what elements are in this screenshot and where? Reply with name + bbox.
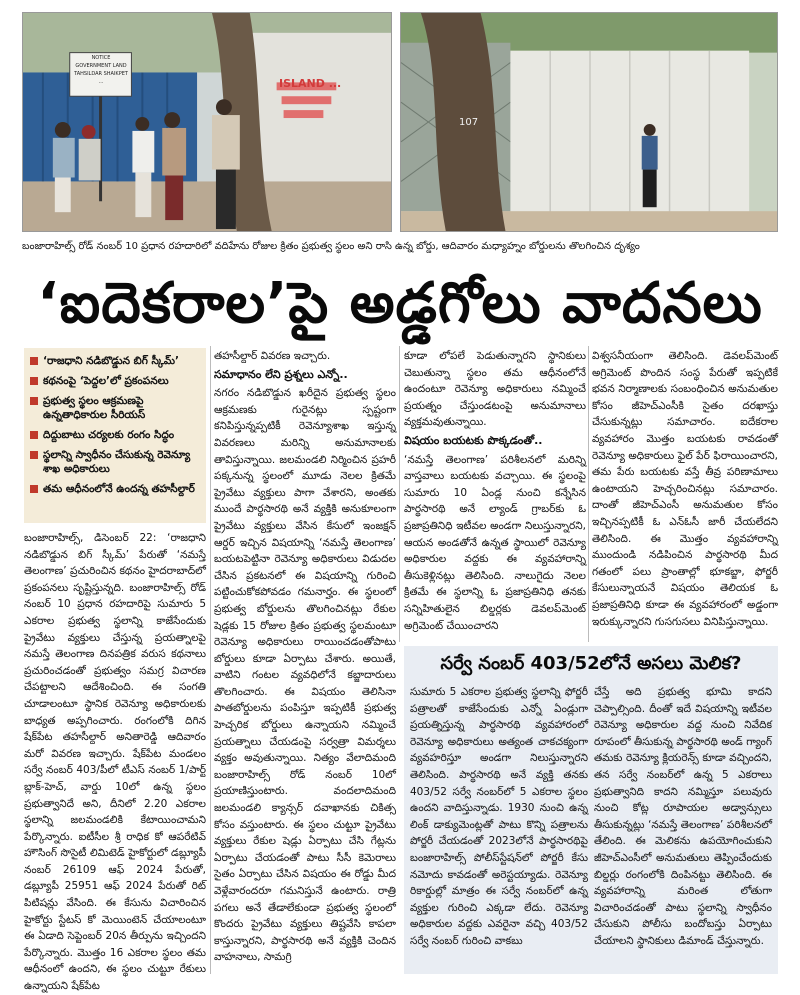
highlight-item — [30, 354, 200, 368]
article-paragraph: విశ్వసనీయంగా తెలిసింది. డెవలప్‌మెంట్ అగ్రిమెంట్ పొందిన సంస్థ పేరుతో ఇప్పటికే భవన నిర్మాణాలకు సంబంధించిన అనుమతుల కోసం జీహెచ్‌ఎంసీకి సైతం దరఖాస్తు చేసుకున్నట్లు సమాచారం. ఐదేకరాల వ్యవహారం మొత్తం బయటకు రావడంతో రెవెన్యూ అధికారులు ఫైల్ పేర్ ఫిరాయించారని, తమ పేరు బయటకు వస్తే తీవ్ర పరిణామాలు ఉంటాయని హెచ్చరించినట్లు సమాచారం. దాంతో జీహెచ్‌ఎంసీ అనుమతుల కోసం ఇచ్చినప్పటికీ ఓ ఎన్‌ఓసీ జారీ చేయలేదని తెలిసింది. ఈ మొత్తం వ్యవహారాన్ని ముందుండి నడిపించిన పార్థసారథి మీద గతంలో పలు ప్రాంతాల్లో భూకబ్జా, ఫోర్జరీ కేసులున్నాయనే విషయం తెలియక ఓ ప్రజాప్రతినిధి కూడా ఈ వ్యవహారంలో అడ్డంగా ఇరుక్కున్నారని గుసగుసలు వినిపిస్తున్నాయి. — [592, 350, 778, 628]
article-column-3 — [404, 348, 586, 640]
highlight-text: దిద్దుబాటు చర్యలకు రంగం సిద్ధం — [43, 429, 175, 441]
highlight-item — [30, 448, 200, 476]
column-divider — [588, 346, 589, 642]
sub-heading: విషయం బయటకు పొక్కడంతో.. — [404, 433, 543, 447]
notice-board-text — [71, 54, 131, 96]
square-bullet-icon — [30, 451, 38, 459]
highlight-text: స్థలాన్ని స్వాధీనం చేసుకున్న రెవెన్యూ శాఖ అధికారులు — [43, 449, 191, 475]
highlight-item — [30, 394, 200, 422]
column-divider — [210, 346, 211, 974]
article-paragraph: చేస్తే అది ప్రభుత్వ భూమి కాదని చెప్పాల్సింది. దీంతో ఇదే విషయాన్ని ఇటీవల రెవెన్యూ అధికారుల వద్ద నుంచి నివేదిక రూపంలో తీసుకున్న పార్థసారథి అండ్ గ్యాంగ్ తమకు రెవెన్యూ క్లియరెన్స్ కూడా వచ్చిందని, తన సర్వే నంబర్‌లో ఉన్న 5 ఎకరాలు ప్రభుత్వానిది కాదని నమ్మిస్తూ పలువురు నుంచి కోట్ల రూపాయల అడ్వాన్సులు తీసుకున్నట్లు ‘నమస్తే తెలంగాణ’ పరిశీలనలో తేలింది. ఈ మెలికను ఉపయోగించుకుని జీహెచ్‌ఎంసీలో అనుమతులు తెప్పించేందుకు బిల్డర్లు రంగంలోకి దింపినట్టు తెలిసింది. ఈ వ్యవహారాన్ని మరింత లోతుగా విచారించడంతో పాటు స్థలాన్ని స్వాధీనం చేసుకుని పోలీసు బందోబస్తు ఏర్పాటు చేయాలని స్థానికులు డిమాండ్ చేస్తున్నారు. — [594, 686, 772, 947]
survey-title: సర్వే నంబర్ 403/52లోనే అసలు మెలిక? — [440, 653, 742, 674]
wall-graffiti: ISLAND ... — [279, 77, 342, 90]
square-bullet-icon — [30, 377, 38, 385]
article-paragraph: ‘నమస్తే తెలంగాణ’ పరిశీలనలో మరిన్ని వాస్తవాలు బయటకు వచ్చాయి. ఈ స్థలంపై సుమారు 10 ఏండ్ల నుంచి కన్నేసిన పార్థసారథి అనే ల్యాండ్ గ్రాబర్‌కు ఓ ప్రజాప్రతినిధి ఇటీవల అండగా నిలుస్తున్నారని, ఆయన అండతోనే ఉన్నత స్థాయిలో రెవెన్యూ అధికారుల వద్దకు ఈ వ్యవహారాన్ని తీసుకెళ్లినట్లు తెలిసింది. నాలుగైదు నెలల క్రితమే ఈ స్థలాన్ని ఓ ప్రజాప్రతినిధి తనకు సన్నిహితులైన బిల్డర్లకు డెవలప్‌మెంట్ అగ్రిమెంట్ చేయించారని — [404, 453, 586, 632]
article-column-4 — [592, 348, 778, 640]
article-column-2 — [214, 348, 396, 978]
notice-line: NOTICE — [91, 55, 111, 61]
highlight-item — [30, 428, 200, 442]
notice-line: TAHSILDAR SHAIKPET — [74, 71, 128, 77]
photo-board-installation — [22, 12, 392, 232]
highlight-item — [30, 374, 200, 388]
article-paragraph: తహసీల్దార్ వివరణ ఇచ్చారు. — [214, 350, 331, 362]
survey-column-left — [410, 684, 588, 970]
notice-line: GOVERNMENT LAND — [75, 63, 127, 69]
sub-heading: సమాధానం లేని ప్రశ్నలు ఎన్నో.. — [214, 367, 348, 381]
photo-fence-scene — [401, 13, 777, 231]
square-bullet-icon — [30, 431, 38, 439]
photo-fenced-site — [400, 12, 778, 232]
article-paragraph: బంజారాహిల్స్, డిసెంబర్ 22: ‘రాజధాని నడిబొడ్డున బిగ్ స్కీమ్’ పేరుతో ‘నమస్తే తెలంగాణ’ ప్రచురించిన కథనం హైదరాబాద్‌లో ప్రకంపనలు సృష్టిస్తున్నది. బంజారాహిల్స్ రోడ్ నంబర్ 10 ప్రధాన రహదారిపై సుమారు 5 ఎకరాల ప్రభుత్వ స్థలాన్ని కాజేసేందుకు ప్రైవేటు వ్యక్తులు చేస్తున్న ప్రయత్నాలపై నమస్తే తెలంగాణ దినపత్రిక వరుస కథనాలు ప్రచురించడంతో ప్రభుత్వం సమగ్ర విచారణ చేపట్టాలని ఆదేశించింది. ఈ సంగతి చూడాలంటూ స్థానిక రెవెన్యూ అధికారులకు బాధ్యత అప్పగించారు. రంగంలోకి దిగిన షేక్‌పేట తహసీల్దార్ అనితారెడ్డి ఆదివారం మరో వివరణ ఇచ్చారు. షేక్‌పేట మండలం సర్వే నంబర్ 403/పీలో టీఎస్ నంబర్ 1/పార్ట్ బ్లాక్-హెచ్, వార్డు 10లో ఉన్న స్థలం ప్రభుత్వానిదే అని, దీనిలో 2.20 ఎకరాల స్థలాన్ని జలమండలికి కేటాయించామని పేర్కొన్నారు. ఐటీసీల శ్రీ రాధిక కో ఆపరేటివ్ హౌసింగ్ సొసైటీ లిమిటెడ్ హైకోర్టులో డబ్ల్యూపీ నంబర్ 26109 ఆఫ్ 2024 పేరుతో, డబ్ల్యూపీ 25951 ఆఫ్ 2024 పేరుతో రిట్ పిటిషన్లు వేసింది. ఈ కేసును విచారించిన హైకోర్టు స్టేటస్ కో మెయింటెన్ చేయాలంటూ ఈ ఏడాది సెప్టెంబర్ 20న తీర్పును ఇచ్చిందని పేర్కొన్నారు. మొత్తం 16 ఎకరాల స్థలం తమ ఆధీనంలో ఉందని, ఈ స్థలం చుట్టూ రేకులు ఉన్నాయని షేక్‌పేట — [24, 532, 206, 993]
article-paragraph: సుమారు 5 ఎకరాల ప్రభుత్వ స్థలాన్ని ఫోర్జరీ పత్రాలతో కాజేసేందుకు ఎన్నో ఏండ్లుగా ప్రయత్నిస్తున్న పార్థసారథి వ్యవహారంలో రెవెన్యూ అధికారులు అత్యంత చాకచక్యంగా వ్యవహరిస్తూ అండగా నిలుస్తున్నారని తెలిసింది. పార్థసారథి అనే వ్యక్తి తనకు 403/52 సర్వే నంబర్‌లో 5 ఎకరాల స్థలం ఉందని వాదిస్తున్నాడు. 1930 నుంచి ఉన్న లింక్ డాక్యుమెంట్లతో పాటు కొన్ని పత్రాలను పోర్జరీ చేయడంతో 2023లోనే పార్థసారథిపై బంజారాహిల్స్ పోలీస్‌స్టేషన్‌లో పోర్జరీ కేసు నమోదు కావడంతో అరెస్టయ్యాడు. రెవెన్యూ రికార్డుల్లో మాత్రం ఈ సర్వే నంబర్‌లో ఉన్న వ్యక్తుల గురించి ఎక్కడా లేదు. రెవెన్యూ అధికారుల వద్దకు ఎవరైనా వచ్చి 403/52 సర్వే నంబర్ గురించి వాకబు — [410, 686, 588, 947]
highlight-text: కథనంపై ‘పెద్దల’లో ప్రకంపనలు — [43, 375, 169, 387]
survey-column-right — [594, 684, 772, 970]
square-bullet-icon — [30, 397, 38, 405]
photo-caption: బంజారాహిల్స్ రోడ్ నంబర్ 10 ప్రధాన రహదారిలో వదిహేను రోజుల క్రితం ప్రభుత్వ స్థలం అని రాసి ఉన్న బోర్డు, ఆదివారం మధ్యాహ్నం బోర్డులను తొలగించిన దృశ్యం — [22, 241, 640, 252]
article-paragraph: కూడా లోపలే పెడుతున్నారని స్థానికులు చెబుతున్నా స్థలం తమ ఆధీనంలోనే ఉందంటూ రెవెన్యూ అధికారులు నమ్మించే ప్రయత్నం చేస్తుండటంపై అనుమానాలు వ్యక్తమవుతున్నాయి. — [404, 350, 586, 429]
square-bullet-icon — [30, 357, 38, 365]
square-bullet-icon — [30, 485, 38, 493]
photo-board-scene — [23, 13, 391, 231]
highlights-box — [24, 348, 206, 523]
article-column-1 — [24, 530, 206, 993]
highlight-text: ‘రాజధాని నడిబొడ్డున బిగ్ స్కీమ్’ — [43, 355, 179, 367]
tree-number: 107 — [459, 117, 479, 128]
notice-line: ... — [98, 79, 104, 85]
highlight-text: తమ ఆధీనంలోనే ఉందన్న తహసీల్దార్ — [43, 483, 195, 495]
column-divider — [399, 346, 400, 642]
highlight-text: ప్రభుత్వ స్థలం ఆక్రమణపై ఉన్నతాధికారుల సీరియస్ — [43, 395, 146, 421]
article-paragraph: నగరం నడిబొడ్డున ఖరీదైన ప్రభుత్వ స్థలం ఆక్రమణకు గురైనట్లు స్పష్టంగా కనిపిస్తున్నప్పటికీ రెవెన్యూశాఖ ఇస్తున్న వివరణలు మరిన్ని అనుమానాలకు తావిస్తున్నాయి. జలమండలి నిర్మించిన ప్రహరీ పక్కనున్న స్థలంలో మూడు నెలల క్రితమే ప్రైవేటు వ్యక్తులు పాగా వేశారని, అంతకు ముందే పార్థసారథి అనే వ్యక్తికి అనుకూలంగా ప్రైవేటు వ్యక్తులు వేసిన కేసులో ఇంజక్షన్ ఆర్డర్ ఇచ్చిన విషయాన్ని ‘నమస్తే తెలంగాణ’ బయటపెట్టినా రెవెన్యూ అధికారులు విడుదల చేసిన ప్రకటనలో ఈ విషయాన్ని గురించి పట్టించుకోకపోవడం గమనార్హం. ఈ స్థలంలో ప్రభుత్వ బోర్డులను తొలగించినట్లు రేకుల షెడ్లకు 15 రోజుల క్రితం ప్రభుత్వ స్థలమంటూ రెవెన్యూ అధికారులు రాయించడంతోపాటు బోర్డులు కూడా ఏర్పాటు చేశారు. అయితే, వాటిని గంటల వ్యవధిలోనే కబ్జాదారులు తొలగించారు. ఈ విషయం తెలిసినా పాతబోర్డులను పంపిస్తూ ఇప్పటికీ ప్రభుత్వ హెచ్చరిక బోర్డులు ఉన్నాయని నమ్మించే ప్రయత్నాలు చేయడంపై సర్వత్రా విమర్శలు వ్యక్తం అవుతున్నాయి. నిత్యం వేలాదిమంది బంజారాహిల్స్ రోడ్ నంబర్ 10లో ప్రయాణిస్తుంటారు. వందలాదిమంది జలమండలి క్యాన్సర్ దవాఖానకు చికిత్స కోసం వస్తుంటారు. ఈ స్థలం చుట్టూ ప్రైవేటు వ్యక్తులు రేకుల షెడ్లు ఏర్పాటు చేసి గేట్లను ఏర్పాటు చేయడంతో పాటు సీసీ కెమెరాలు సైతం ఏర్పాటు చేసిన విషయం ఈ రోడ్డు మీద వెళ్లేవారందరూ గమనిస్తునే ఉంటారు. రాత్రి పగలు అనే తేడాలేకుండా ప్రభుత్వ స్థలంలో కొందరు ప్రైవేటు వ్యక్తులు తిష్టవేసి కాపలా కాస్తున్నారని, పార్థసారథి అనే వ్యక్తికి చెందిన వాహనాలు, సామగ్రి — [214, 387, 396, 964]
headline: ‘ఐదెకరాల’పై అడ్డగోలు వాదనలు — [37, 271, 763, 336]
highlight-item — [30, 482, 200, 496]
